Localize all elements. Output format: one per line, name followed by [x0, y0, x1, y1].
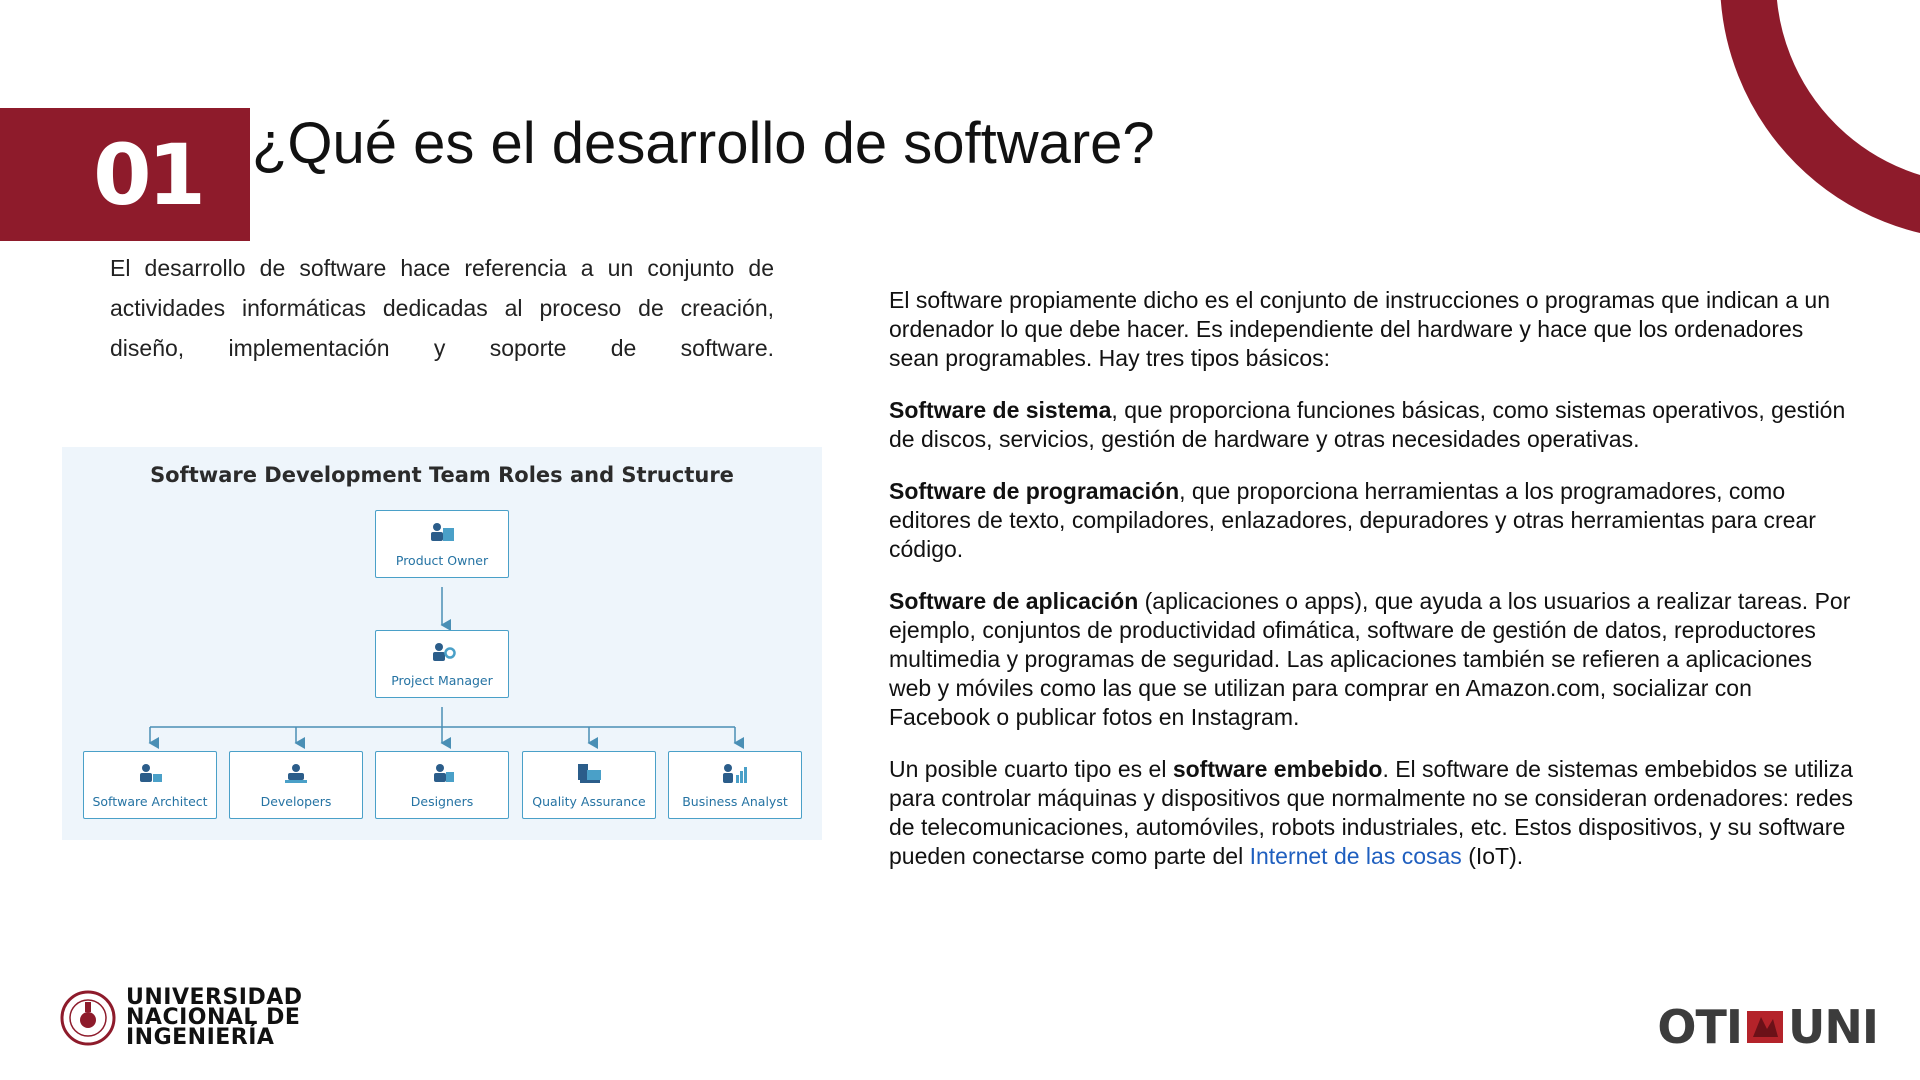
architect-icon	[136, 762, 164, 784]
term-programming-software: Software de programación	[889, 478, 1180, 504]
paragraph-text: (aplicaciones o apps), que ayuda a los usuarios a realizar tareas. Por ejemplo, conjuntos de productividad ofimática, software de gestión de datos, reproductores multimedia y programas de seguridad. Las aplicaciones también se refieren a aplicaciones web y móviles como las que se utilizan para comprar en Amazon.com, socializar con Facebook o publicar fotos en Instagram.	[889, 588, 1851, 730]
business-analyst-icon	[721, 762, 749, 784]
term-embedded-software: software embebido	[1172, 756, 1383, 782]
paragraph-embedded-software	[889, 755, 1859, 871]
node-quality-assurance	[522, 751, 656, 819]
node-label: Developers	[260, 794, 332, 809]
iot-link[interactable]: Internet de las cosas	[1249, 843, 1462, 869]
team-structure-diagram	[62, 447, 822, 840]
paragraph-text: . El software de sistemas embebidos se utiliza para controlar máquinas y dispositivos que normalmente no se consideran ordenadores: redes de telecomunicaciones, automóviles, robots industriales, etc. Estos dispositivos, y su software pueden conectarse como parte del	[889, 756, 1853, 869]
intro-paragraph: El desarrollo de software hace referencia a un conjunto de actividades informáticas dedicadas al proceso de creación, diseño, implementación y soporte de software.	[110, 255, 774, 361]
oti-logo-text: OTI	[1657, 1000, 1743, 1054]
university-name-line: NACIONAL DE	[126, 1005, 301, 1030]
paragraph-text: , que proporciona funciones básicas, como sistemas operativos, gestión de discos, servicios, gestión de hardware y otras necesidades operativas.	[889, 397, 1846, 452]
paragraph-intro: El software propiamente dicho es el conjunto de instrucciones o programas que indican a un ordenador lo que debe hacer. Es independiente del hardware y hace que los ordenadores sean programables. Hay tres tipos básicos:	[889, 287, 1831, 371]
paragraph-text: (IoT).	[1461, 843, 1524, 869]
paragraph-text: , que proporciona herramientas a los programadores, como editores de texto, compiladores, enlazadores, depuradores y otras herramientas para crear código.	[889, 478, 1816, 562]
node-label: Designers	[410, 794, 474, 809]
university-seal-icon	[60, 985, 116, 1051]
node-developers	[229, 751, 363, 819]
node-label: Software Architect	[92, 794, 208, 809]
node-label: Quality Assurance	[532, 794, 646, 809]
term-application-software: Software de aplicación	[889, 588, 1139, 614]
node-designers	[375, 751, 509, 819]
university-name-line: INGENIERÍA	[126, 1025, 275, 1050]
node-label: Product Owner	[395, 553, 489, 568]
body-text	[889, 286, 1859, 894]
paragraph-programming-software	[889, 477, 1859, 564]
oti-uni-logo	[1657, 1000, 1878, 1054]
page-title: ¿Qué es el desarrollo de software?	[252, 111, 1155, 176]
university-name-line: UNIVERSIDAD	[126, 985, 303, 1010]
node-label: Business Analyst	[682, 794, 788, 809]
node-label: Project Manager	[391, 673, 493, 688]
quality-assurance-icon	[575, 762, 603, 784]
developer-icon	[282, 762, 310, 784]
product-owner-icon	[428, 521, 456, 543]
paragraph-application-software	[889, 587, 1859, 732]
decorative-arc	[1720, 0, 1920, 240]
paragraph-text: Un posible cuarto tipo es el	[889, 756, 1173, 782]
diagram-title: Software Development Team Roles and Structure	[150, 463, 734, 487]
term-system-software: Software de sistema	[889, 397, 1112, 423]
university-name	[126, 985, 303, 1050]
section-number-block	[0, 108, 250, 241]
oti-logo-mark-icon	[1745, 1007, 1785, 1047]
university-logo	[60, 985, 303, 1051]
project-manager-icon	[428, 641, 456, 663]
section-number: 01	[93, 125, 202, 224]
designer-icon	[428, 762, 456, 784]
node-project-manager	[375, 630, 509, 698]
paragraph-system-software	[889, 396, 1859, 454]
node-product-owner	[375, 510, 509, 578]
node-software-architect	[83, 751, 217, 819]
uni-logo-text: UNI	[1788, 1000, 1878, 1054]
node-business-analyst	[668, 751, 802, 819]
